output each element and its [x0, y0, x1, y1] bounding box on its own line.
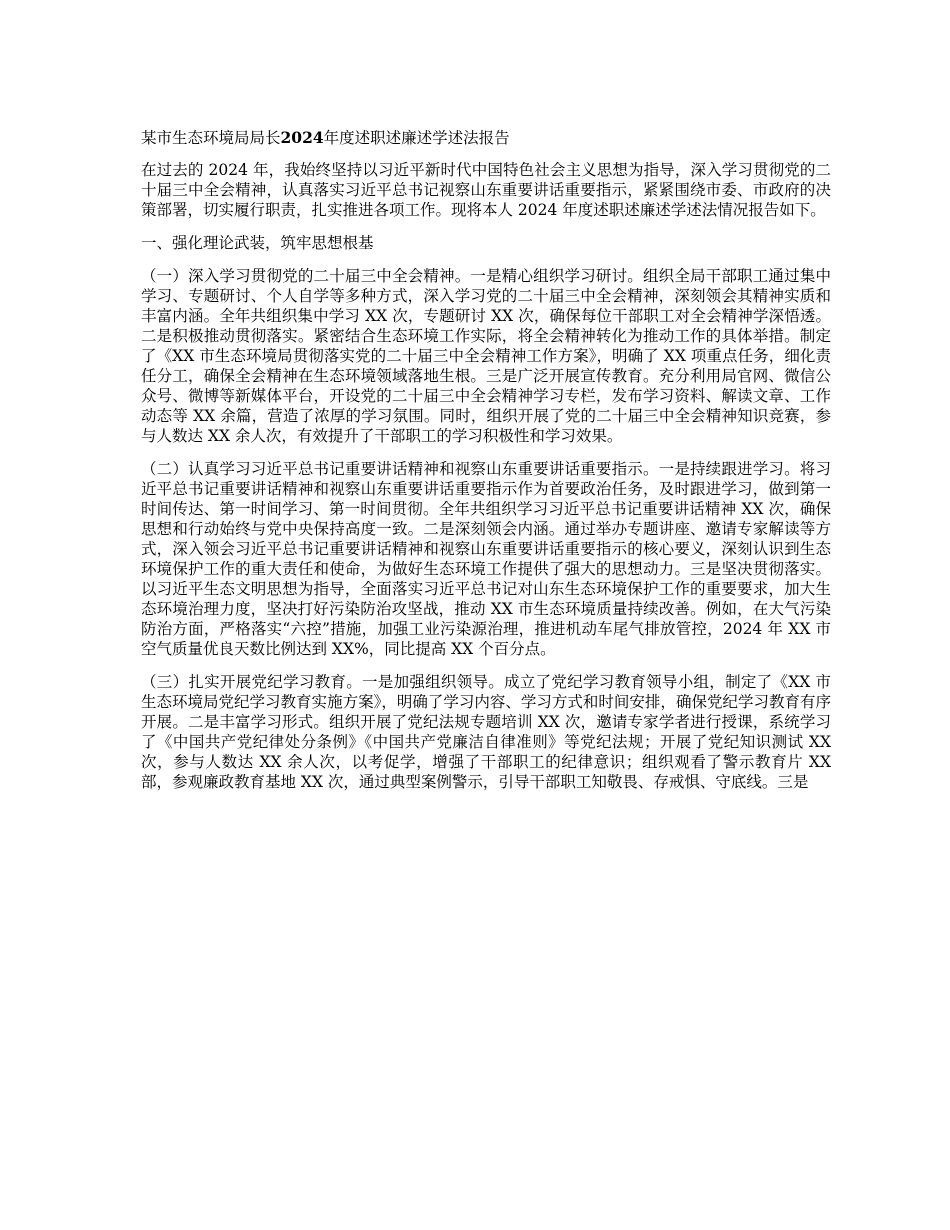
paragraph-1-study-plenary: （一）深入学习贯彻党的二十届三中全会精神。一是精心组织学习研讨。组织全局干部职工通过集中学习、专题研讨、个人自学等多种方式，深入学习党的二十届三中全会精神，深刻领会其精神实质和丰富内涵。全年共组织集中学习 XX 次，专题研讨 XX 次，确保每位干部职工对全会精神学深悟透。二是积极推动贯彻落实。紧密结合生态环境工作实际，将全会精神转化为推动工作的具体举措。制定了《XX 市生态环境局贯彻落实党的二十届三中全会精神工作方案》，明确了 XX 项重点任务，细化责任分工，确保全会精神在生态环境领域落地生根。三是广泛开展宣传教育。充分利用局官网、微信公众号、微博等新媒体平台，开设党的二十届三中全会精神学习专栏，发布学习资料、解读文章、工作动态等 XX 余篇，营造了浓厚的学习氛围。同时，组织开展了党的二十届三中全会精神知识竞赛，参与人数达 XX 余人次，有效提升了干部职工的学习积极性和学习效果。	[141, 267, 831, 445]
document-title	[141, 126, 831, 150]
document-body	[141, 126, 831, 805]
title-year: 2024	[280, 128, 324, 147]
paragraph-2-study-speeches: （二）认真学习习近平总书记重要讲话精神和视察山东重要讲话重要指示。一是持续跟进学习。将习近平总书记重要讲话精神和视察山东重要讲话重要指示作为首要政治任务，及时跟进学习，做到第一时间传达、第一时间学习、第一时间贯彻。全年共组织学习习近平总书记重要讲话精神 XX 次，确保思想和行动始终与党中央保持高度一致。二是深刻领会内涵。通过举办专题讲座、邀请专家解读等方式，深入领会习近平总书记重要讲话精神和视察山东重要讲话重要指示的核心要义，深刻认识到生态环境保护工作的重大责任和使命，为做好生态环境工作提供了强大的思想动力。三是坚决贯彻落实。以习近平生态文明思想为指导，全面落实习近平总书记对山东生态环境保护工作的重要要求，加大生态环境治理力度，坚决打好污染防治攻坚战，推动 XX 市生态环境质量持续改善。例如，在大气污染防治方面，严格落实“六控”措施，加强工业污染源治理，推进机动车尾气排放管控，2024 年 XX 市空气质量优良天数比例达到 XX%，同比提高 XX 个百分点。	[141, 460, 831, 658]
title-suffix: 年度述职述廉述学述法报告	[323, 129, 510, 147]
title-prefix: 某市生态环境局局长	[141, 129, 281, 147]
intro-paragraph: 在过去的 2024 年，我始终坚持以习近平新时代中国特色社会主义思想为指导，深入学习贯彻党的二十届三中全会精神，认真落实习近平总书记视察山东重要讲话重要指示，紧紧围绕市委、市政府的决策部署，切实履行职责，扎实推进各项工作。现将本人 2024 年度述职述廉述学述法情况报告如下。	[141, 161, 831, 219]
section-heading-1: 一、强化理论武装，筑牢思想根基	[141, 234, 374, 252]
paragraph-3-discipline-education: （三）扎实开展党纪学习教育。一是加强组织领导。成立了党纪学习教育领导小组，制定了《XX 市生态环境局党纪学习教育实施方案》，明确了学习内容、学习方式和时间安排，确保党纪学习教育有序开展。二是丰富学习形式。组织开展了党纪法规专题培训 XX 次，邀请专家学者进行授课，系统学习了《中国共产党纪律处分条例》《中国共产党廉洁自律准则》等党纪法规；开展了党纪知识测试 XX 次，参与人数达 XX 余人次，以考促学，增强了干部职工的纪律意识；组织观看了警示教育片 XX 部，参观廉政教育基地 XX 次，通过典型案例警示，引导干部职工知敬畏、存戒惧、守底线。三是	[141, 673, 831, 791]
